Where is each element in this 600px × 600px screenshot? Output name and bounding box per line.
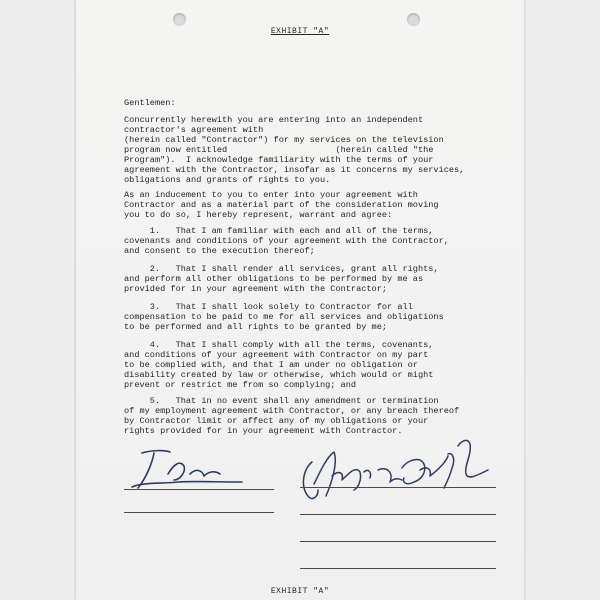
signature-line-right-2 (300, 514, 496, 515)
clause-2: 2. That I shall render all services, grant all rights, and perform all other obligations to be performed by me as provided for in your agreement with the Contractor; (124, 264, 439, 294)
exhibit-header: EXHIBIT "A" (270, 27, 330, 36)
signature-line-left-1 (124, 489, 274, 490)
right-signature (298, 432, 498, 504)
document-page (76, 0, 524, 600)
clause-4: 4. That I shall comply with all the terms, covenants, and conditions of your agreement with Contractor on my part to be complied with, and that I am under no obligation or disability created by law or otherwise, which would or might prevent or restrict me from so complying; and (124, 340, 434, 390)
clause-5: 5. That in no event shall any amendment or termination of my employment agreement with Contractor, or any breach thereof by Contractor limit or affect any of my obligations or your rights provided for in your agreement with Contractor. (124, 396, 460, 436)
signature-line-right-4 (300, 568, 496, 569)
signature-line-right-3 (300, 541, 496, 542)
salutation: Gentlemen: (124, 98, 176, 108)
inducement-paragraph: As an inducement to you to enter into your agreement with Contractor and as a material part of the consideration moving you to do so, I hereby represent, warrant and agree: (124, 190, 439, 220)
signature-line-right-1 (300, 487, 496, 488)
punch-hole-left (173, 13, 186, 26)
clause-1: 1. That I am familiar with each and all of the terms, covenants and conditions of your agreement with the Contractor, and consent to the execution thereof; (124, 226, 449, 256)
punch-hole-right (407, 13, 420, 26)
clause-3: 3. That I shall look solely to Contractor for all compensation to be paid to me for all services and obligations to be performed and all rights to be granted by me; (124, 302, 444, 332)
intro-paragraph: Concurrently herewith you are entering into an independent contractor's agreement with (herein called "Contractor") for my services on the television program now entitled (herein called "the Program"). I acknowledge familiarity with the terms of your agreement with the Contractor, insofar as it concerns my services, obligations and grants of rights to you. (124, 115, 465, 185)
signature-line-left-2 (124, 512, 274, 513)
exhibit-footer: EXHIBIT "A" (270, 587, 330, 596)
